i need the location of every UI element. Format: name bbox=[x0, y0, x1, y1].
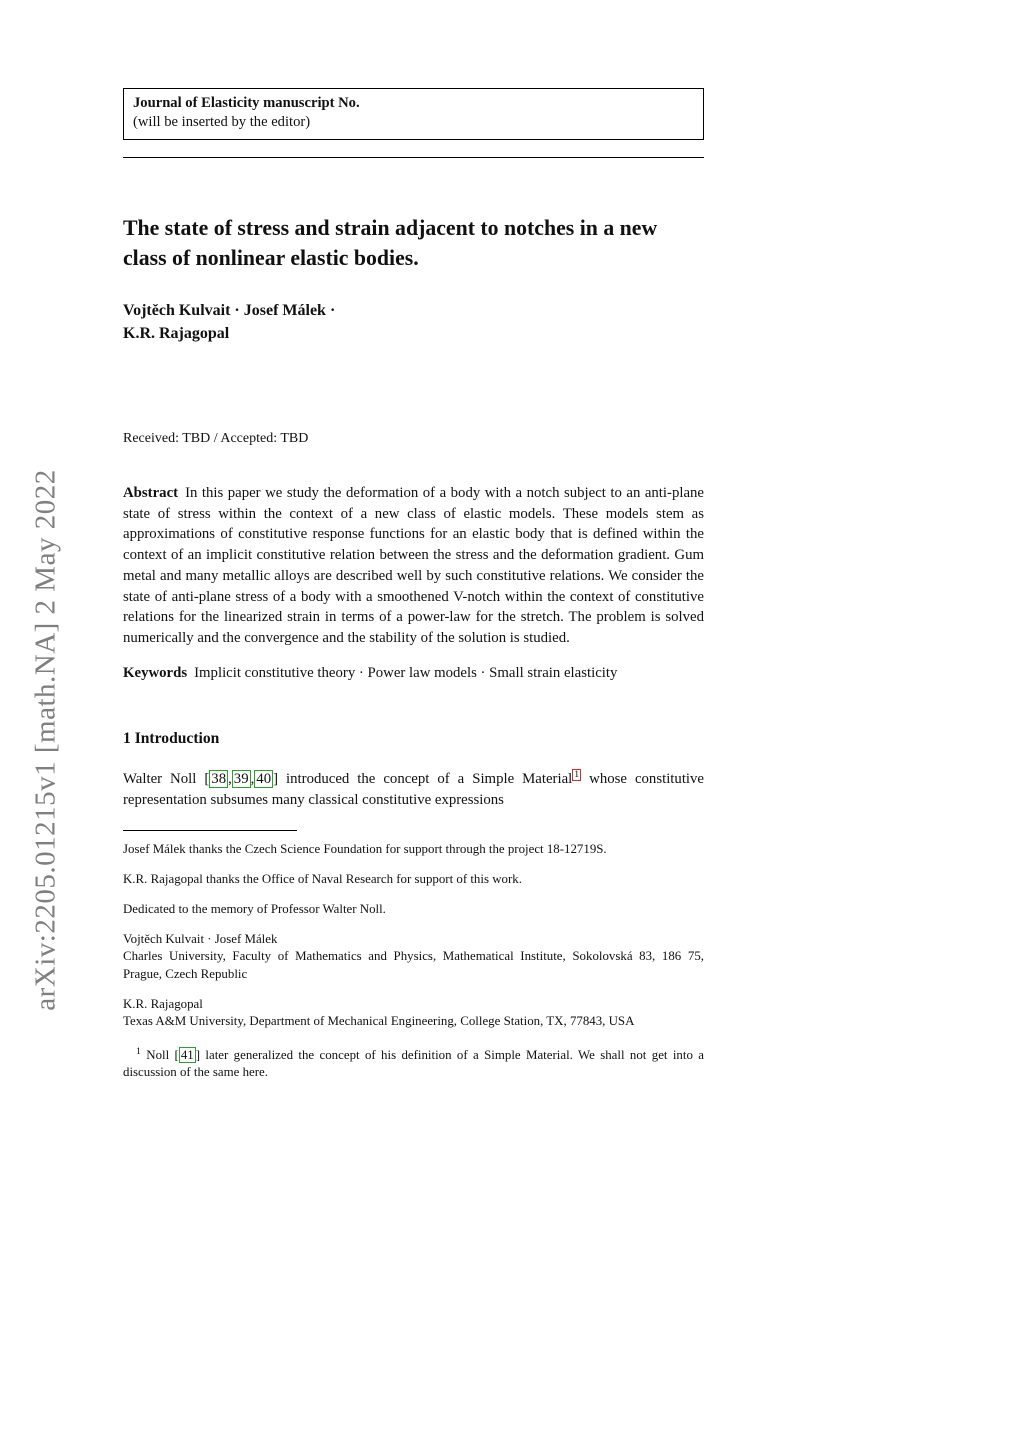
journal-header-box bbox=[123, 88, 704, 140]
footnote-citation-bracket-close: ] bbox=[195, 1047, 201, 1062]
intro-text-pre: Walter Noll bbox=[123, 771, 205, 788]
citation-link-38[interactable]: 38 bbox=[211, 771, 227, 788]
abstract-text: In this paper we study the deformation of a body with a notch subject to an anti-plane state of stress within the context of a new class of elastic models. These models stem as approximations of constitutive response functions for an elastic body that is defined within the context of an implicit constitutive relation between the stress and the deformation gradient. Gum metal and many metallic alloys are described well by such constitutive relations. We consider the state of anti-plane stress of a body with a smoothened V-notch within the context of constitutive relations for the linearized strain in terms of a power-law for the stretch. The problem is solved numerically and the convergence and the stability of the solution is studied. bbox=[123, 485, 704, 646]
address-1-affiliation: Charles University, Faculty of Mathematics and Physics, Mathematical Institute, Sokolovská 83, 186 75, Prague, Czech Republic bbox=[123, 949, 704, 981]
header-rule bbox=[123, 157, 704, 158]
address-2-name: K.R. Rajagopal bbox=[123, 996, 203, 1011]
footnote-1-text bbox=[123, 1047, 704, 1081]
acknowledgement-rajagopal: K.R. Rajagopal thanks the Office of Naval Research for support of this work. bbox=[123, 872, 522, 887]
citation-link-39[interactable]: 39 bbox=[233, 771, 249, 788]
citation-link-40[interactable]: 40 bbox=[256, 771, 272, 788]
keywords-paragraph bbox=[123, 663, 704, 684]
author-line-2: K.R. Rajagopal bbox=[123, 324, 230, 342]
author-line-1: Vojtěch Kulvait · Josef Málek · bbox=[123, 302, 336, 320]
footnote-1-marker: 1 bbox=[136, 1045, 141, 1057]
footnote-1-pre: Noll bbox=[140, 1047, 175, 1062]
address-block-2 bbox=[123, 996, 704, 1030]
journal-name: Journal of Elasticity manuscript No. bbox=[133, 95, 360, 111]
citation-separator: , bbox=[228, 771, 232, 788]
address-block-1 bbox=[123, 931, 704, 982]
dedication-note: Dedicated to the memory of Professor Walter Noll. bbox=[123, 902, 386, 917]
introduction-paragraph bbox=[123, 769, 704, 811]
keywords-label: Keywords bbox=[123, 665, 188, 682]
keywords-text: Implicit constitutive theory · Power law models · Small strain elasticity bbox=[194, 665, 618, 682]
address-1-names: Vojtěch Kulvait · Josef Málek bbox=[123, 932, 278, 947]
intro-text-mid: introduced the concept of a Simple Material bbox=[278, 771, 573, 788]
footnote-rule bbox=[123, 830, 297, 831]
citation-bracket-close: ] bbox=[273, 771, 279, 788]
arxiv-watermark: arXiv:2205.01215v1 [math.NA] 2 May 2022 bbox=[29, 469, 62, 1011]
footnote-citation-bracket-open: [ bbox=[174, 1047, 179, 1062]
paper-title: The state of stress and strain adjacent to notches in a new class of nonlinear elastic bodies. bbox=[123, 215, 658, 270]
citation-bracket-open: [ bbox=[204, 771, 210, 788]
section-heading-introduction: 1 Introduction bbox=[123, 730, 220, 748]
journal-subtitle: (will be inserted by the editor) bbox=[133, 113, 311, 130]
acknowledgement-malek: Josef Málek thanks the Czech Science Foundation for support through the project 18-12719S. bbox=[123, 842, 607, 857]
footnote-reference-link-1[interactable]: 1 bbox=[574, 769, 580, 781]
intro-text-post: whose constitutive representation subsumes many classical constitutive expressions bbox=[123, 771, 705, 809]
abstract-paragraph bbox=[123, 483, 704, 649]
paper-content-column bbox=[123, 0, 704, 1094]
received-accepted-line: Received: TBD / Accepted: TBD bbox=[123, 431, 309, 446]
address-2-affiliation: Texas A&M University, Department of Mechanical Engineering, College Station, TX, 77843, USA bbox=[123, 1013, 635, 1028]
abstract-label: Abstract bbox=[123, 485, 179, 501]
footnote-1-post: later generalized the concept of his definition of a Simple Material. We shall not get into a discussion of the same here. bbox=[123, 1047, 704, 1080]
author-list bbox=[123, 300, 704, 345]
citation-link-41[interactable]: 41 bbox=[180, 1047, 194, 1062]
citation-separator: , bbox=[250, 771, 255, 788]
